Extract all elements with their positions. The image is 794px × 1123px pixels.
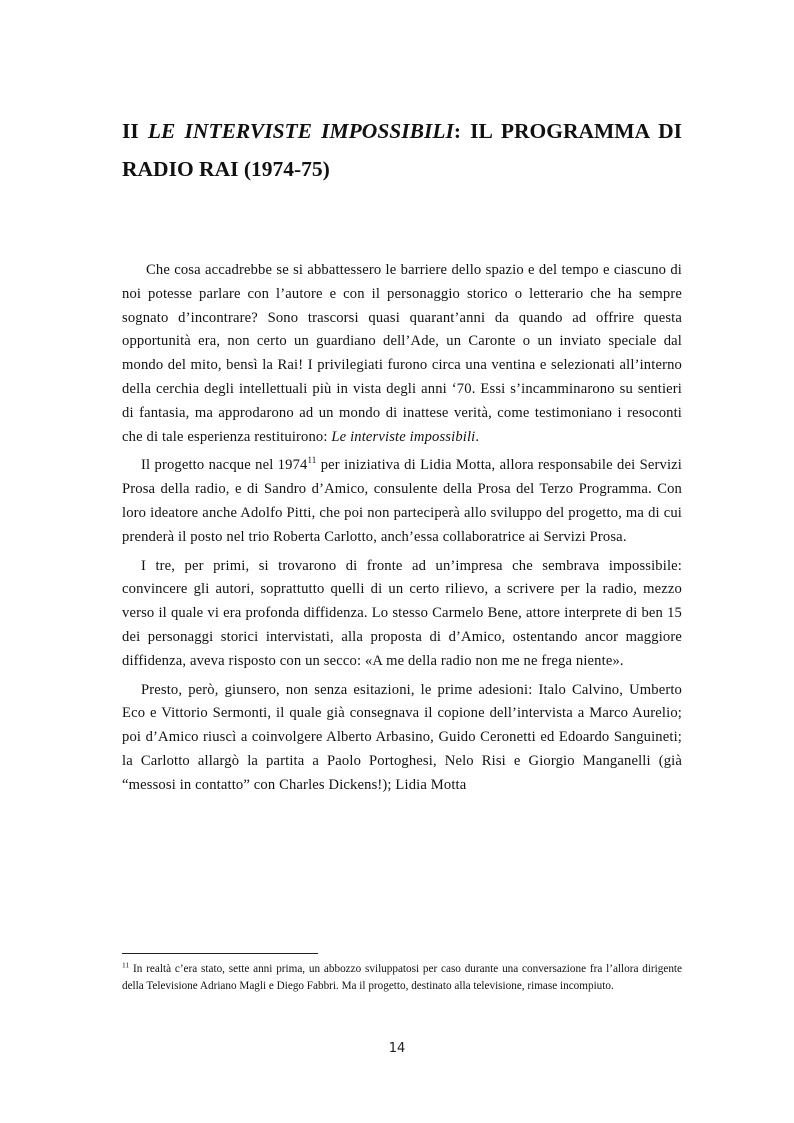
paragraph-2-rest: per iniziativa di Lidia Motta, allora responsabile dei Servizi Prosa della radio, e di Sandro d’Amico, consulente della Prosa del Terzo Programma. Con loro ideatore anche Adolfo Pitti, che poi non parteciperà allo sviluppo del progetto, ma di cui prenderà il posto nel trio Roberta Carlotto, anch’essa collaboratrice ai Servizi Prosa. <box>122 457 682 545</box>
footnote-number: 11 <box>122 960 130 970</box>
paragraph-3: I tre, per primi, si trovarono di fronte ad un’impresa che sembrava impossibile: convincere gli autori, soprattutto quelli di un certo rilievo, a scrivere per la radio, mezzo verso il quale vi era profonda diffidenza. Lo stesso Carmelo Bene, attore interprete di ben 15 dei personaggi storici intervistati, alla proposta di d’Amico, ostentando ancor maggiore diffidenza, aveva risposto con un secco: «A me della radio non me ne frega niente». <box>122 557 682 669</box>
footnote-reference[interactable]: 11 <box>307 455 317 466</box>
paragraph-2-start: Il progetto nacque nel 1974 <box>141 457 308 474</box>
paragraph-1-italic-title: Le interviste impossibili <box>331 428 476 445</box>
body-text <box>122 259 682 803</box>
paragraph-2 <box>122 454 682 549</box>
chapter-heading <box>122 112 682 188</box>
page-number: 14 <box>388 1041 406 1056</box>
heading-suffix: : IL PROGRAMMA DI RADIO RAI (1974-75) <box>122 119 682 181</box>
footnote-text: In realtà c’era stato, sette anni prima, un abbozzo sviluppatosi per caso durante una conversazione fra l’allora dirigente della Televisione Adriano Magli e Diego Fabbri. Ma il progetto, destinato alla televisione, rimase incompiuto. <box>122 963 682 992</box>
footnote-divider <box>122 953 318 954</box>
paragraph-1-end: . <box>475 428 480 445</box>
heading-italic-title: LE INTERVISTE IMPOSSIBILI <box>147 119 454 143</box>
paragraph-1-text: Che cosa accadrebbe se si abbattessero le barriere dello spazio e del tempo e ciascuno di noi potesse parlare con l’autore e con il personaggio storico o letterario che ha sempre sognato d’incontrare? Sono trascorsi quasi quarant’anni da quando ad offrire questa opportunità era, non certo un guardiano dell’Ade, un Caronte o un inviato speciale dal mondo del mito, bensì la Rai! I privilegiati furono circa una ventina e selezionati all’interno della cerchia degli intellettuali più in vista degli anni ‘70. Essi s’incamminarono su sentieri di fantasia, ma approdarono ad un mondo di inattese verità, come testimoniano i resoconti che di tale esperienza restituirono: <box>122 262 682 445</box>
paragraph-4: Presto, però, giunsero, non senza esitazioni, le prime adesioni: Italo Calvino, Umberto Eco e Vittorio Sermonti, il quale già consegnava il copione dell’intervista a Marco Aurelio; poi d’Amico riuscì a coinvolgere Alberto Arbasino, Guido Ceronetti ed Edoardo Sanguineti; la Carlotto allargò la partita a Paolo Portoghesi, Nelo Risi e Giorgio Manganelli (già “messosi in contatto” con Charles Dickens!); Lidia Motta <box>122 681 682 793</box>
paragraph-1 <box>122 259 682 449</box>
heading-prefix: II <box>122 119 148 143</box>
footnote <box>122 961 682 994</box>
